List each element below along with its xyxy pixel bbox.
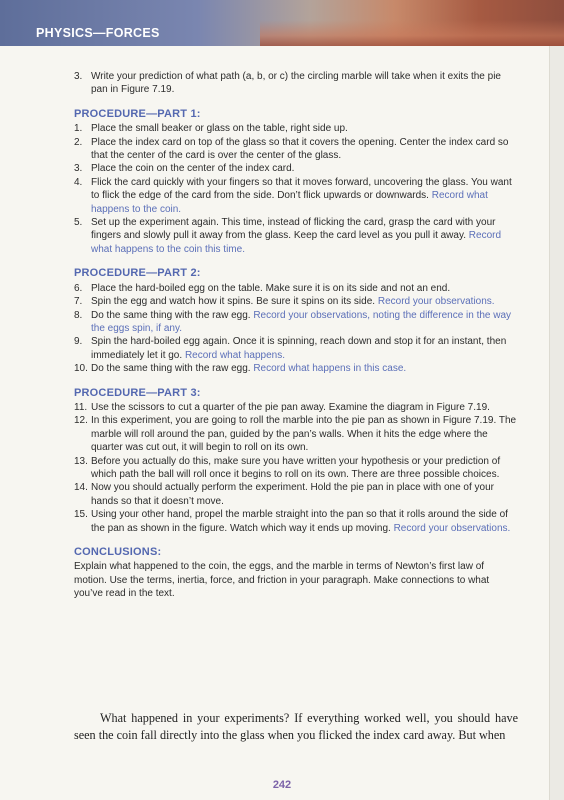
- item-number: 3.: [74, 163, 83, 175]
- record-instruction: Record your observations.: [377, 296, 495, 308]
- item-text: Place the hard-boiled egg on the table. Make sure it is on its side and not an end.: [91, 282, 451, 294]
- procedure-part1-list: [74, 122, 518, 256]
- item-number: 4.: [74, 176, 83, 188]
- item-number: 7.: [74, 296, 83, 308]
- list-item: [74, 455, 518, 482]
- lab-procedure: [74, 70, 518, 601]
- procedure-part2-list: [74, 282, 518, 376]
- list-item: [74, 401, 518, 414]
- item-text: In this experiment, you are going to roll the marble into the pie pan as shown in Figure 7.19. The marble will roll around the pan, guided by the pan’s walls. When it hits the edge where the quarter was cut out, it will begin to roll on its own.: [91, 415, 517, 454]
- list-item: [74, 309, 518, 336]
- page-number: 242: [272, 779, 292, 791]
- list-item-3-prediction: [74, 70, 518, 97]
- list-item: [74, 414, 518, 454]
- record-instruction: Record what happens.: [184, 349, 286, 361]
- item-number: 13.: [74, 455, 88, 467]
- list-item: [74, 136, 518, 163]
- record-instruction: Record your observations.: [393, 522, 511, 534]
- item-number: 2.: [74, 136, 83, 148]
- item-text: Place the index card on top of the glass so that it covers the opening. Center the index card so that the center of the card is over the center of the glass.: [91, 136, 509, 162]
- body-paragraph: What happened in your experiments? If everything worked well, you should have seen the coin fall directly into the glass when you flicked the index card away. But when: [74, 711, 518, 742]
- conclusions-heading: CONCLUSIONS:: [74, 546, 162, 558]
- record-instruction: Record what happens in this case.: [253, 363, 407, 375]
- item-number: 6.: [74, 282, 83, 294]
- list-item: [74, 162, 518, 175]
- procedure-part2-heading: PROCEDURE—PART 2:: [74, 267, 201, 280]
- list-item: [74, 481, 518, 508]
- record-instruction: Record your observations, noting the difference in the way the eggs spin, if any.: [91, 309, 512, 334]
- item-text: Use the scissors to cut a quarter of the pie pan away. Examine the diagram in Figure 7.19.: [91, 401, 490, 413]
- list-item: [74, 295, 518, 308]
- item-number: 1.: [74, 123, 83, 135]
- item-number: 14.: [74, 482, 88, 494]
- list-item: [74, 335, 518, 362]
- item-text: Now you should actually perform the experiment. Hold the pie pan in place with one of your hands so that it doesn’t move.: [91, 482, 495, 507]
- item-number: 10.: [74, 363, 88, 375]
- item-number: 11.: [74, 401, 88, 413]
- list-item: [74, 508, 518, 535]
- page-header-banner: [0, 0, 564, 46]
- item-number: 15.: [74, 509, 88, 521]
- page-edge: [549, 46, 564, 800]
- item-text: Place the coin on the center of the index card.: [91, 163, 295, 175]
- item-text: Before you actually do this, make sure you have written your hypothesis or your prediction of which path the ball will roll once it begins to roll on its own. There are three possible choices.: [91, 455, 501, 480]
- conclusions-text: Explain what happened to the coin, the eggs, and the marble in terms of Newton’s first law of motion. Use the terms, inertia, force, and friction in your paragraph. Make connections to what you’ve read in the text.: [74, 561, 490, 600]
- item-number: 9.: [74, 336, 83, 348]
- section-title: PHYSICS—FORCES: [36, 26, 160, 40]
- item-text: Write your prediction of what path (a, b, or c) the circling marble will take when it exits the pie pan in Figure 7.19.: [91, 71, 501, 96]
- record-instruction: Record what happens to the coin this time.: [91, 230, 502, 255]
- item-text: Spin the egg and watch how it spins. Be sure it spins on its side.: [91, 296, 376, 308]
- item-text: Place the small beaker or glass on the table, right side up.: [91, 123, 348, 135]
- item-text: Set up the experiment again. This time, instead of flicking the card, grasp the card with your fingers and slowly pull it away from the glass. Keep the card level as you pull it away.: [91, 217, 496, 242]
- list-item: [74, 176, 518, 216]
- procedure-part1-heading: PROCEDURE—PART 1:: [74, 107, 201, 120]
- item-text: Spin the hard-boiled egg again. Once it is spinning, reach down and stop it for an instant, then immediately let it go.: [91, 336, 507, 361]
- item-text: Do the same thing with the raw egg.: [91, 363, 251, 375]
- item-number: 8.: [74, 309, 83, 321]
- item-number: 5.: [74, 217, 83, 229]
- item-number: 12.: [74, 415, 88, 427]
- item-text: Using your other hand, propel the marble straight into the pan so that it rolls around the side of the pan as shown in the figure. Watch which way it ends up moving.: [91, 509, 508, 534]
- list-item: [74, 362, 518, 375]
- procedure-part3-list: [74, 401, 518, 535]
- item-number: 3.: [74, 71, 83, 82]
- item-text: Do the same thing with the raw egg.: [91, 309, 251, 321]
- list-item: [74, 216, 518, 256]
- list-item: [74, 122, 518, 135]
- item-text: Flick the card quickly with your fingers so that it moves forward, uncovering the glass. You want to flick the edge of the card from the side. Don’t flick upwards or downwards.: [91, 176, 512, 202]
- record-instruction: Record what happens to the coin.: [91, 190, 488, 215]
- procedure-part3-heading: PROCEDURE—PART 3:: [74, 386, 201, 399]
- list-item: [74, 282, 518, 295]
